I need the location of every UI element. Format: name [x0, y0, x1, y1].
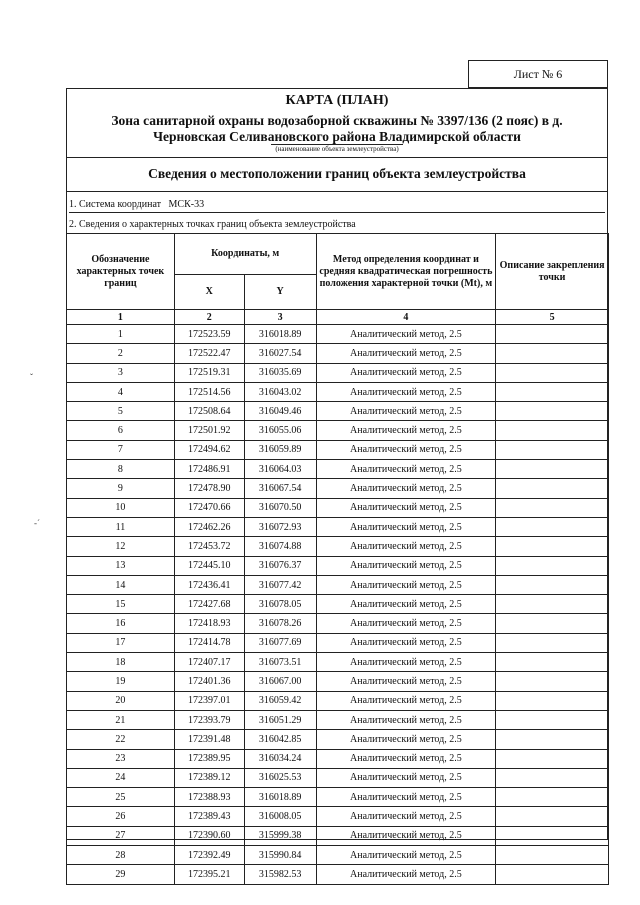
table-row — [67, 653, 609, 672]
coord-y: 316051.29 — [244, 710, 316, 729]
coord-x: 172389.12 — [174, 768, 244, 787]
coord-y: 316027.54 — [244, 344, 316, 363]
description-cell — [496, 498, 609, 517]
coord-y: 316072.93 — [244, 517, 316, 536]
coord-y: 316034.24 — [244, 749, 316, 768]
method-cell: Аналитический метод, 2.5 — [316, 382, 496, 401]
table-row — [67, 788, 609, 807]
table-row — [67, 325, 609, 344]
coord-x: 172414.78 — [174, 633, 244, 652]
object-name: Зона санитарной охраны водозаборной скважины № 3397/136 (2 пояс) в д. Черновская Селивановского района Владимирской области — [111, 113, 563, 144]
section-title: Сведения о местоположении границ объекта землеустройства — [67, 157, 607, 192]
description-cell — [496, 460, 609, 479]
coord-y: 316059.89 — [244, 440, 316, 459]
method-cell: Аналитический метод, 2.5 — [316, 479, 496, 498]
description-cell — [496, 826, 609, 845]
document-frame — [66, 88, 608, 880]
object-name-caption: (наименование объекта землеустройства) — [67, 145, 607, 153]
method-cell: Аналитический метод, 2.5 — [316, 768, 496, 787]
point-number: 9 — [67, 479, 175, 498]
header-point: Обозначение характерных точек границ — [67, 234, 175, 310]
method-cell: Аналитический метод, 2.5 — [316, 846, 496, 865]
description-cell — [496, 517, 609, 536]
table-row — [67, 363, 609, 382]
table-row — [67, 382, 609, 401]
table-row — [67, 537, 609, 556]
coord-y: 316043.02 — [244, 382, 316, 401]
point-number: 5 — [67, 402, 175, 421]
point-number: 29 — [67, 865, 175, 884]
coord-y: 316055.06 — [244, 421, 316, 440]
coord-y: 316076.37 — [244, 556, 316, 575]
method-cell: Аналитический метод, 2.5 — [316, 402, 496, 421]
method-cell: Аналитический метод, 2.5 — [316, 325, 496, 344]
table-row — [67, 498, 609, 517]
description-cell — [496, 614, 609, 633]
description-cell — [496, 653, 609, 672]
column-number: 3 — [244, 310, 316, 325]
description-cell — [496, 788, 609, 807]
table-row — [67, 749, 609, 768]
description-cell — [496, 382, 609, 401]
title-block — [67, 89, 607, 158]
coord-y: 316077.69 — [244, 633, 316, 652]
table-row — [67, 614, 609, 633]
points-table — [66, 233, 609, 885]
header-coordinates: Координаты, м — [174, 234, 316, 275]
table-row — [67, 344, 609, 363]
column-number: 2 — [174, 310, 244, 325]
coord-y: 316059.42 — [244, 691, 316, 710]
coord-y: 316035.69 — [244, 363, 316, 382]
point-number: 15 — [67, 595, 175, 614]
point-number: 28 — [67, 846, 175, 865]
coord-y: 316008.05 — [244, 807, 316, 826]
point-number: 14 — [67, 575, 175, 594]
table-row — [67, 846, 609, 865]
coord-x: 172389.95 — [174, 749, 244, 768]
table-row — [67, 710, 609, 729]
description-cell — [496, 479, 609, 498]
method-cell: Аналитический метод, 2.5 — [316, 363, 496, 382]
coordinate-system-line — [69, 199, 204, 210]
point-number: 26 — [67, 807, 175, 826]
table-row — [67, 826, 609, 845]
coord-x: 172390.60 — [174, 826, 244, 845]
method-cell: Аналитический метод, 2.5 — [316, 460, 496, 479]
coord-x: 172501.92 — [174, 421, 244, 440]
coord-x: 172388.93 — [174, 788, 244, 807]
coord-x: 172393.79 — [174, 710, 244, 729]
coord-y: 316074.88 — [244, 537, 316, 556]
table-row — [67, 691, 609, 710]
point-number: 23 — [67, 749, 175, 768]
table-row — [67, 556, 609, 575]
coord-x: 172494.62 — [174, 440, 244, 459]
coord-y: 316042.85 — [244, 730, 316, 749]
point-number: 3 — [67, 363, 175, 382]
point-number: 12 — [67, 537, 175, 556]
table-row — [67, 479, 609, 498]
point-number: 22 — [67, 730, 175, 749]
table-row — [67, 672, 609, 691]
coord-x: 172427.68 — [174, 595, 244, 614]
description-cell — [496, 440, 609, 459]
point-number: 20 — [67, 691, 175, 710]
description-cell — [496, 537, 609, 556]
method-cell: Аналитический метод, 2.5 — [316, 575, 496, 594]
description-cell — [496, 730, 609, 749]
description-cell — [496, 556, 609, 575]
coord-x: 172470.66 — [174, 498, 244, 517]
description-cell — [496, 807, 609, 826]
coord-x: 172407.17 — [174, 653, 244, 672]
coord-y: 316078.26 — [244, 614, 316, 633]
coordinate-system-label: 1. Система координат — [69, 199, 162, 210]
coord-y: 316067.54 — [244, 479, 316, 498]
point-number: 4 — [67, 382, 175, 401]
coord-x: 172523.59 — [174, 325, 244, 344]
point-number: 24 — [67, 768, 175, 787]
method-cell: Аналитический метод, 2.5 — [316, 710, 496, 729]
coord-x: 172462.26 — [174, 517, 244, 536]
coord-x: 172389.43 — [174, 807, 244, 826]
description-cell — [496, 865, 609, 884]
point-number: 17 — [67, 633, 175, 652]
table-row — [67, 575, 609, 594]
method-cell: Аналитический метод, 2.5 — [316, 691, 496, 710]
point-number: 21 — [67, 710, 175, 729]
column-number: 4 — [316, 310, 496, 325]
points-heading: 2. Сведения о характерных точках границ объекта землеустройства — [69, 219, 356, 230]
column-number: 5 — [496, 310, 609, 325]
point-number: 13 — [67, 556, 175, 575]
description-cell — [496, 749, 609, 768]
table-row — [67, 595, 609, 614]
method-cell: Аналитический метод, 2.5 — [316, 730, 496, 749]
column-number: 1 — [67, 310, 175, 325]
method-cell: Аналитический метод, 2.5 — [316, 865, 496, 884]
column-number-row — [67, 310, 609, 325]
description-cell — [496, 402, 609, 421]
point-number: 2 — [67, 344, 175, 363]
coord-x: 172391.48 — [174, 730, 244, 749]
coord-y: 315982.53 — [244, 865, 316, 884]
point-number: 19 — [67, 672, 175, 691]
method-cell: Аналитический метод, 2.5 — [316, 537, 496, 556]
method-cell: Аналитический метод, 2.5 — [316, 440, 496, 459]
point-number: 6 — [67, 421, 175, 440]
table-row — [67, 865, 609, 884]
table-row — [67, 517, 609, 536]
coord-y: 316073.51 — [244, 653, 316, 672]
table-row — [67, 440, 609, 459]
description-cell — [496, 691, 609, 710]
coord-x: 172522.47 — [174, 344, 244, 363]
coord-y: 316064.03 — [244, 460, 316, 479]
point-number: 7 — [67, 440, 175, 459]
coord-x: 172392.49 — [174, 846, 244, 865]
coord-x: 172401.36 — [174, 672, 244, 691]
header-method: Метод определения координат и средняя квадратическая погрешность положения характерной точки (Mt), м — [316, 234, 496, 310]
description-cell — [496, 363, 609, 382]
method-cell: Аналитический метод, 2.5 — [316, 498, 496, 517]
description-cell — [496, 768, 609, 787]
method-cell: Аналитический метод, 2.5 — [316, 653, 496, 672]
description-cell — [496, 575, 609, 594]
method-cell: Аналитический метод, 2.5 — [316, 749, 496, 768]
coord-x: 172445.10 — [174, 556, 244, 575]
coord-x: 172453.72 — [174, 537, 244, 556]
method-cell: Аналитический метод, 2.5 — [316, 633, 496, 652]
point-number: 1 — [67, 325, 175, 344]
coord-x: 172418.93 — [174, 614, 244, 633]
margin-mark: -ˊ — [34, 518, 40, 528]
header-y: Y — [244, 275, 316, 310]
method-cell: Аналитический метод, 2.5 — [316, 595, 496, 614]
table-row — [67, 402, 609, 421]
coord-x: 172436.41 — [174, 575, 244, 594]
coord-y: 316049.46 — [244, 402, 316, 421]
method-cell: Аналитический метод, 2.5 — [316, 788, 496, 807]
coord-x: 172519.31 — [174, 363, 244, 382]
method-cell: Аналитический метод, 2.5 — [316, 421, 496, 440]
coord-y: 316018.89 — [244, 325, 316, 344]
method-cell: Аналитический метод, 2.5 — [316, 672, 496, 691]
coord-x: 172478.90 — [174, 479, 244, 498]
method-cell: Аналитический метод, 2.5 — [316, 517, 496, 536]
coord-x: 172508.64 — [174, 402, 244, 421]
header-description: Описание закрепления точки — [496, 234, 609, 310]
coord-y: 316067.00 — [244, 672, 316, 691]
coord-x: 172486.91 — [174, 460, 244, 479]
coord-y: 315990.84 — [244, 846, 316, 865]
description-cell — [496, 633, 609, 652]
description-cell — [496, 325, 609, 344]
table-row — [67, 421, 609, 440]
point-number: 11 — [67, 517, 175, 536]
coord-y: 315999.38 — [244, 826, 316, 845]
coord-y: 316025.53 — [244, 768, 316, 787]
description-cell — [496, 672, 609, 691]
coord-y: 316078.05 — [244, 595, 316, 614]
coord-x: 172397.01 — [174, 691, 244, 710]
method-cell: Аналитический метод, 2.5 — [316, 344, 496, 363]
point-number: 27 — [67, 826, 175, 845]
point-number: 16 — [67, 614, 175, 633]
method-cell: Аналитический метод, 2.5 — [316, 826, 496, 845]
header-x: X — [174, 275, 244, 310]
point-number: 18 — [67, 653, 175, 672]
coord-x: 172395.21 — [174, 865, 244, 884]
point-number: 10 — [67, 498, 175, 517]
point-number: 25 — [67, 788, 175, 807]
method-cell: Аналитический метод, 2.5 — [316, 614, 496, 633]
table-row — [67, 730, 609, 749]
description-cell — [496, 421, 609, 440]
margin-mark: ˇ — [30, 372, 33, 382]
description-cell — [496, 344, 609, 363]
table-row — [67, 807, 609, 826]
description-cell — [496, 710, 609, 729]
table-row — [67, 633, 609, 652]
description-cell — [496, 846, 609, 865]
coord-x: 172514.56 — [174, 382, 244, 401]
coordinate-system-value: МСК-33 — [168, 199, 205, 210]
point-number: 8 — [67, 460, 175, 479]
table-row — [67, 460, 609, 479]
sheet-number-box — [468, 60, 608, 88]
coord-y: 316018.89 — [244, 788, 316, 807]
page-title: КАРТА (ПЛАН) — [285, 93, 389, 108]
sheet-number-label: Лист № 6 — [513, 66, 563, 81]
description-cell — [496, 595, 609, 614]
method-cell: Аналитический метод, 2.5 — [316, 556, 496, 575]
table-row — [67, 768, 609, 787]
coord-y: 316077.42 — [244, 575, 316, 594]
coord-y: 316070.50 — [244, 498, 316, 517]
method-cell: Аналитический метод, 2.5 — [316, 807, 496, 826]
